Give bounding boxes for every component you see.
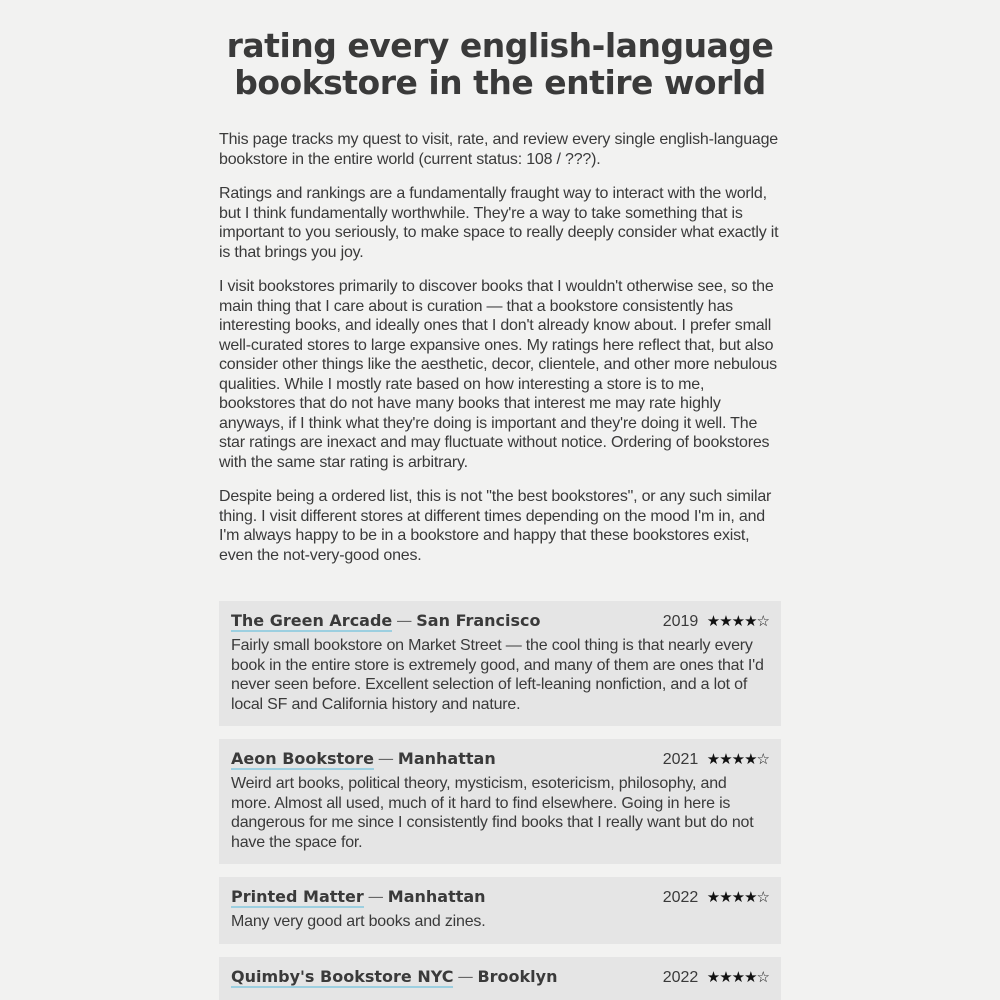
- store-name-link[interactable]: Aeon Bookstore: [231, 749, 374, 768]
- store-list: [219, 601, 781, 1000]
- intro-paragraph: I visit bookstores primarily to discover books that I wouldn't otherwise see, so the main thing that I care about is curation — that a bookstore consistently has interesting books, and ideally ones that I don't already know about. I prefer small well-curated stores to large expansive ones. My ratings here reflect that, but also consider other things like the aesthetic, decor, clientele, and other more nebulous qualities. While I mostly rate based on how interesting a store is to me, bookstores that do not have many books that interest me may rate highly anyways, if I think what they're doing is important and they're doing it well. The star ratings are inexact and may fluctuate without notice. Ordering of bookstores with the same star rating is arbitrary.: [219, 278, 777, 471]
- store-location: Brooklyn: [477, 966, 558, 986]
- store-meta: [663, 888, 769, 907]
- intro-paragraph: This page tracks my quest to visit, rate, and review every single english-language bookstore in the entire world (current status: 108 / ???).: [219, 131, 778, 168]
- store-name-link[interactable]: Printed Matter: [231, 887, 364, 906]
- visit-year: 2022: [662, 968, 699, 986]
- store-name-link[interactable]: The Green Arcade: [231, 611, 393, 630]
- store-header: [231, 967, 769, 989]
- store-description: Fairly small bookstore on Market Street — the cool thing is that nearly every book in the entire store is extremely good, and many of them are ones that I'd never seen before. Excellent selection of left-leaning nonfiction, and a lot of local SF and California history and nature.: [231, 637, 764, 713]
- store-location: San Francisco: [416, 611, 541, 630]
- store-title: [231, 611, 541, 630]
- store-name-link[interactable]: Quimby's Bookstore NYC: [231, 966, 454, 986]
- separator: —: [367, 887, 384, 906]
- visit-year: 2022: [662, 889, 699, 906]
- store-card: [219, 877, 781, 944]
- store-header: [231, 611, 769, 633]
- store-title: [231, 967, 557, 986]
- store-description: Weird art books, political theory, mysticism, esotericism, philosophy, and more. Almost all used, much of it hard to find elsewhere. Going in here is dangerous for me since I consistently find books that I really want but do not have the space for.: [231, 775, 754, 851]
- star-rating-icon: ★★★★☆: [706, 889, 769, 906]
- intro-section: [219, 130, 784, 580]
- store-header: [231, 749, 769, 771]
- store-description: Many very good art books and zines.: [231, 913, 486, 930]
- visit-year: 2021: [662, 751, 699, 768]
- store-location: Manhattan: [387, 887, 486, 906]
- star-rating-icon: ★★★★☆: [706, 968, 769, 986]
- store-title: [231, 749, 496, 768]
- store-title: [231, 887, 486, 906]
- store-card: [219, 957, 781, 1000]
- separator: —: [377, 749, 394, 768]
- intro-paragraph: Despite being a ordered list, this is not "the best bookstores", or any such similar thing. I visit different stores at different times depending on the mood I'm in, and I'm always happy to be in a bookstore and happy that these bookstores exist, even the not-very-good ones.: [219, 488, 772, 564]
- store-card: [219, 739, 781, 864]
- visit-year: 2019: [662, 613, 699, 630]
- star-rating-icon: ★★★★☆: [706, 751, 769, 768]
- separator: —: [457, 966, 474, 986]
- store-card: [219, 601, 781, 726]
- store-meta: [663, 612, 769, 631]
- store-location: Manhattan: [397, 749, 496, 768]
- store-header: [231, 887, 769, 909]
- store-meta: [663, 750, 769, 769]
- intro-paragraph: Ratings and rankings are a fundamentally fraught way to interact with the world, but I think fundamentally worthwhile. They're a way to take something that is important to you seriously, to make space to really deeply consider what exactly it is that brings you joy.: [219, 185, 779, 261]
- store-meta: [663, 968, 769, 987]
- page-title: rating every english-language bookstore in the entire world: [226, 26, 774, 102]
- star-rating-icon: ★★★★☆: [706, 613, 769, 630]
- separator: —: [396, 611, 413, 630]
